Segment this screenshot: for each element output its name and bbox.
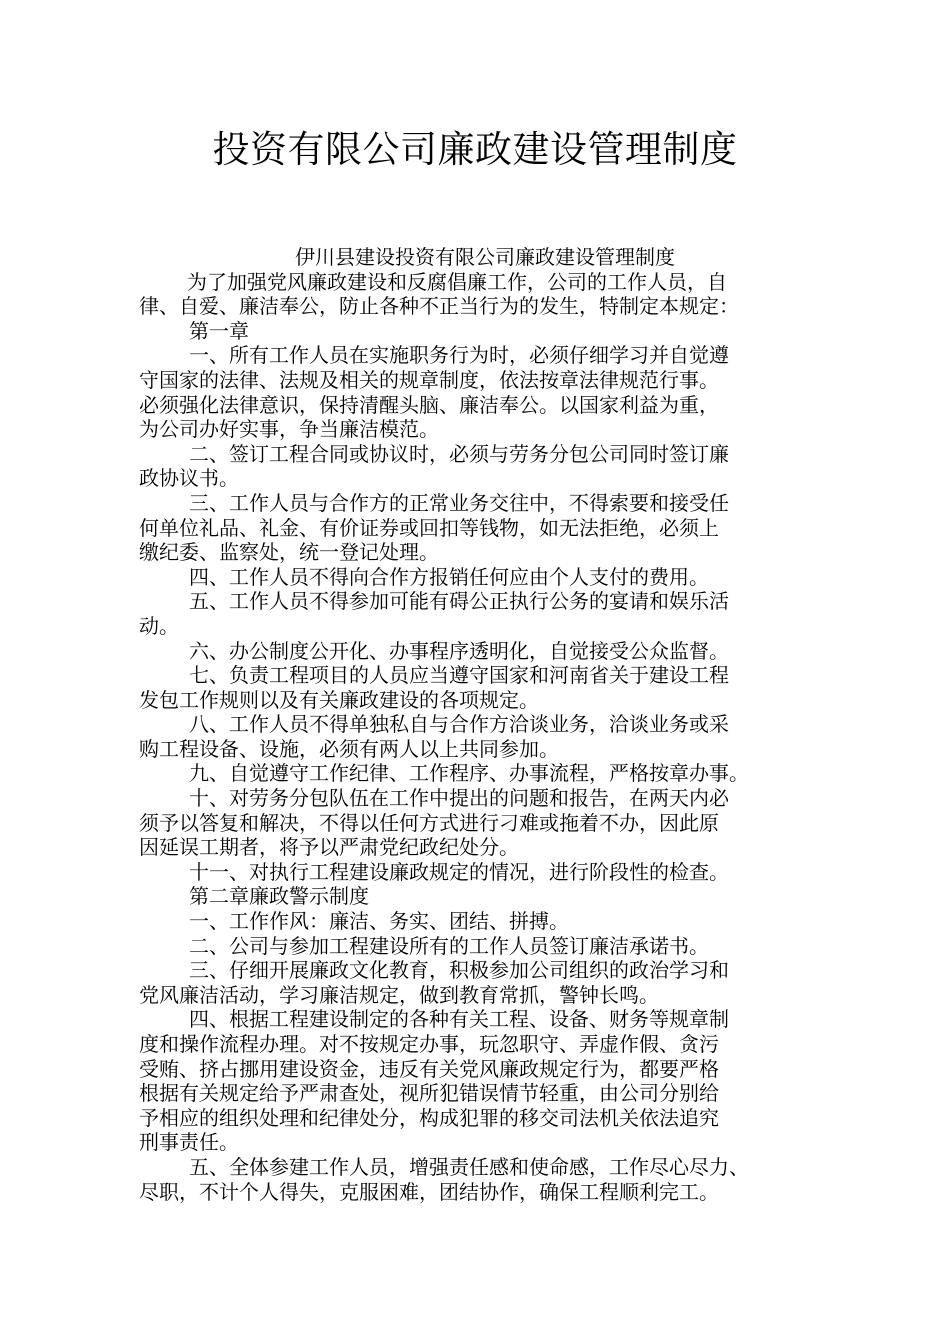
paragraph-line: 度和操作流程办理。对不按规定办事，玩忽职守、弄虚作假、贪污 [139,1032,719,1056]
paragraph-line: 六、办公制度公开化、办事程序透明化，自觉接受公众监督。 [189,638,729,663]
paragraph-line: 四、根据工程建设制定的各种有关工程、设备、财务等规章制 [189,1007,729,1032]
paragraph-line: 七、负责工程项目的人员应当遵守国家和河南省关于建设工程 [189,663,729,688]
paragraph-line: 二、公司与参加工程建设所有的工作人员签订廉洁承诺书。 [189,933,709,958]
paragraph-line: 缴纪委、监察处，统一登记处理。 [139,540,439,565]
paragraph-line: 须予以答复和解决，不得以任何方式进行刁难或拖着不办，因此原 [139,810,719,835]
paragraph-line: 律、自爱、廉洁奉公，防止各种不正当行为的发生，特制定本规定： [139,294,739,319]
chapter-heading: 第二章廉政警示制度 [189,884,369,909]
subtitle-line: 伊川县建设投资有限公司廉政建设管理制度 [295,245,675,269]
paragraph-line: 为了加强党风廉政建设和反腐倡廉工作，公司的工作人员，自 [187,269,727,294]
paragraph-line: 二、签订工程合同或协议时，必须与劳务分包公司同时签订廉 [189,441,729,466]
paragraph-line: 五、工作人员不得参加可能有碍公正执行公务的宴请和娱乐活 [189,589,729,614]
paragraph-line: 一、工作作风：廉洁、务实、团结、拼搏。 [189,909,569,934]
paragraph-line: 党风廉洁活动，学习廉洁规定，做到教育常抓，警钟长鸣。 [139,982,659,1007]
paragraph-line: 发包工作规则以及有关廉政建设的各项规定。 [139,687,539,712]
paragraph-line: 三、仔细开展廉政文化教育，积极参加公司组织的政治学习和 [189,958,729,983]
paragraph-line: 受贿、挤占挪用建设资金，违反有关党风廉政规定行为，都要严格 [139,1056,719,1081]
paragraph-line: 四、工作人员不得向合作方报销任何应由个人支付的费用。 [189,564,709,589]
paragraph-line: 十一、对执行工程建设廉政规定的情况，进行阶段性的检查。 [189,859,729,884]
document-title: 投资有限公司廉政建设管理制度 [212,128,738,171]
paragraph-line: 尽职，不计个人得失，克服困难，团结协作，确保工程顺利完工。 [139,1179,719,1204]
paragraph-line: 动。 [139,613,179,638]
chapter-heading: 第一章 [189,318,249,343]
paragraph-line: 因延误工期者，将予以严肃党纪政纪处分。 [139,835,519,860]
document-body [139,245,811,1204]
paragraph-line: 予相应的组织处理和纪律处分，构成犯罪的移交司法机关依法追究 [139,1105,719,1130]
paragraph-line: 一、所有工作人员在实施职务行为时，必须仔细学习并自觉遵 [189,343,729,368]
paragraph-line: 三、工作人员与合作方的正常业务交往中，不得索要和接受任 [189,490,729,515]
paragraph-line: 八、工作人员不得单独私自与合作方洽谈业务，洽谈业务或采 [189,712,729,737]
paragraph-line: 刑事责任。 [139,1130,239,1155]
paragraph-line: 必须强化法律意识，保持清醒头脑、廉洁奉公。以国家利益为重， [139,392,719,417]
paragraph-line: 购工程设备、设施，必须有两人以上共同参加。 [139,736,559,761]
paragraph-line: 何单位礼品、礼金、有价证券或回扣等钱物，如无法拒绝，必须上 [139,515,719,540]
paragraph-line: 守国家的法律、法规及相关的规章制度，依法按章法律规范行事。 [139,367,719,392]
paragraph-line: 为公司办好实事，争当廉洁模范。 [139,417,439,442]
paragraph-line: 政协议书。 [139,466,239,491]
paragraph-line: 根据有关规定给予严肃查处，视所犯错误情节轻重，由公司分别给 [139,1081,719,1106]
paragraph-line: 五、全体参建工作人员，增强责任感和使命感，工作尽心尽力、 [189,1154,749,1179]
paragraph-line: 十、对劳务分包队伍在工作中提出的问题和报告，在两天内必 [189,786,729,811]
paragraph-line: 九、自觉遵守工作纪律、工作程序、办事流程，严格按章办事。 [189,761,749,786]
